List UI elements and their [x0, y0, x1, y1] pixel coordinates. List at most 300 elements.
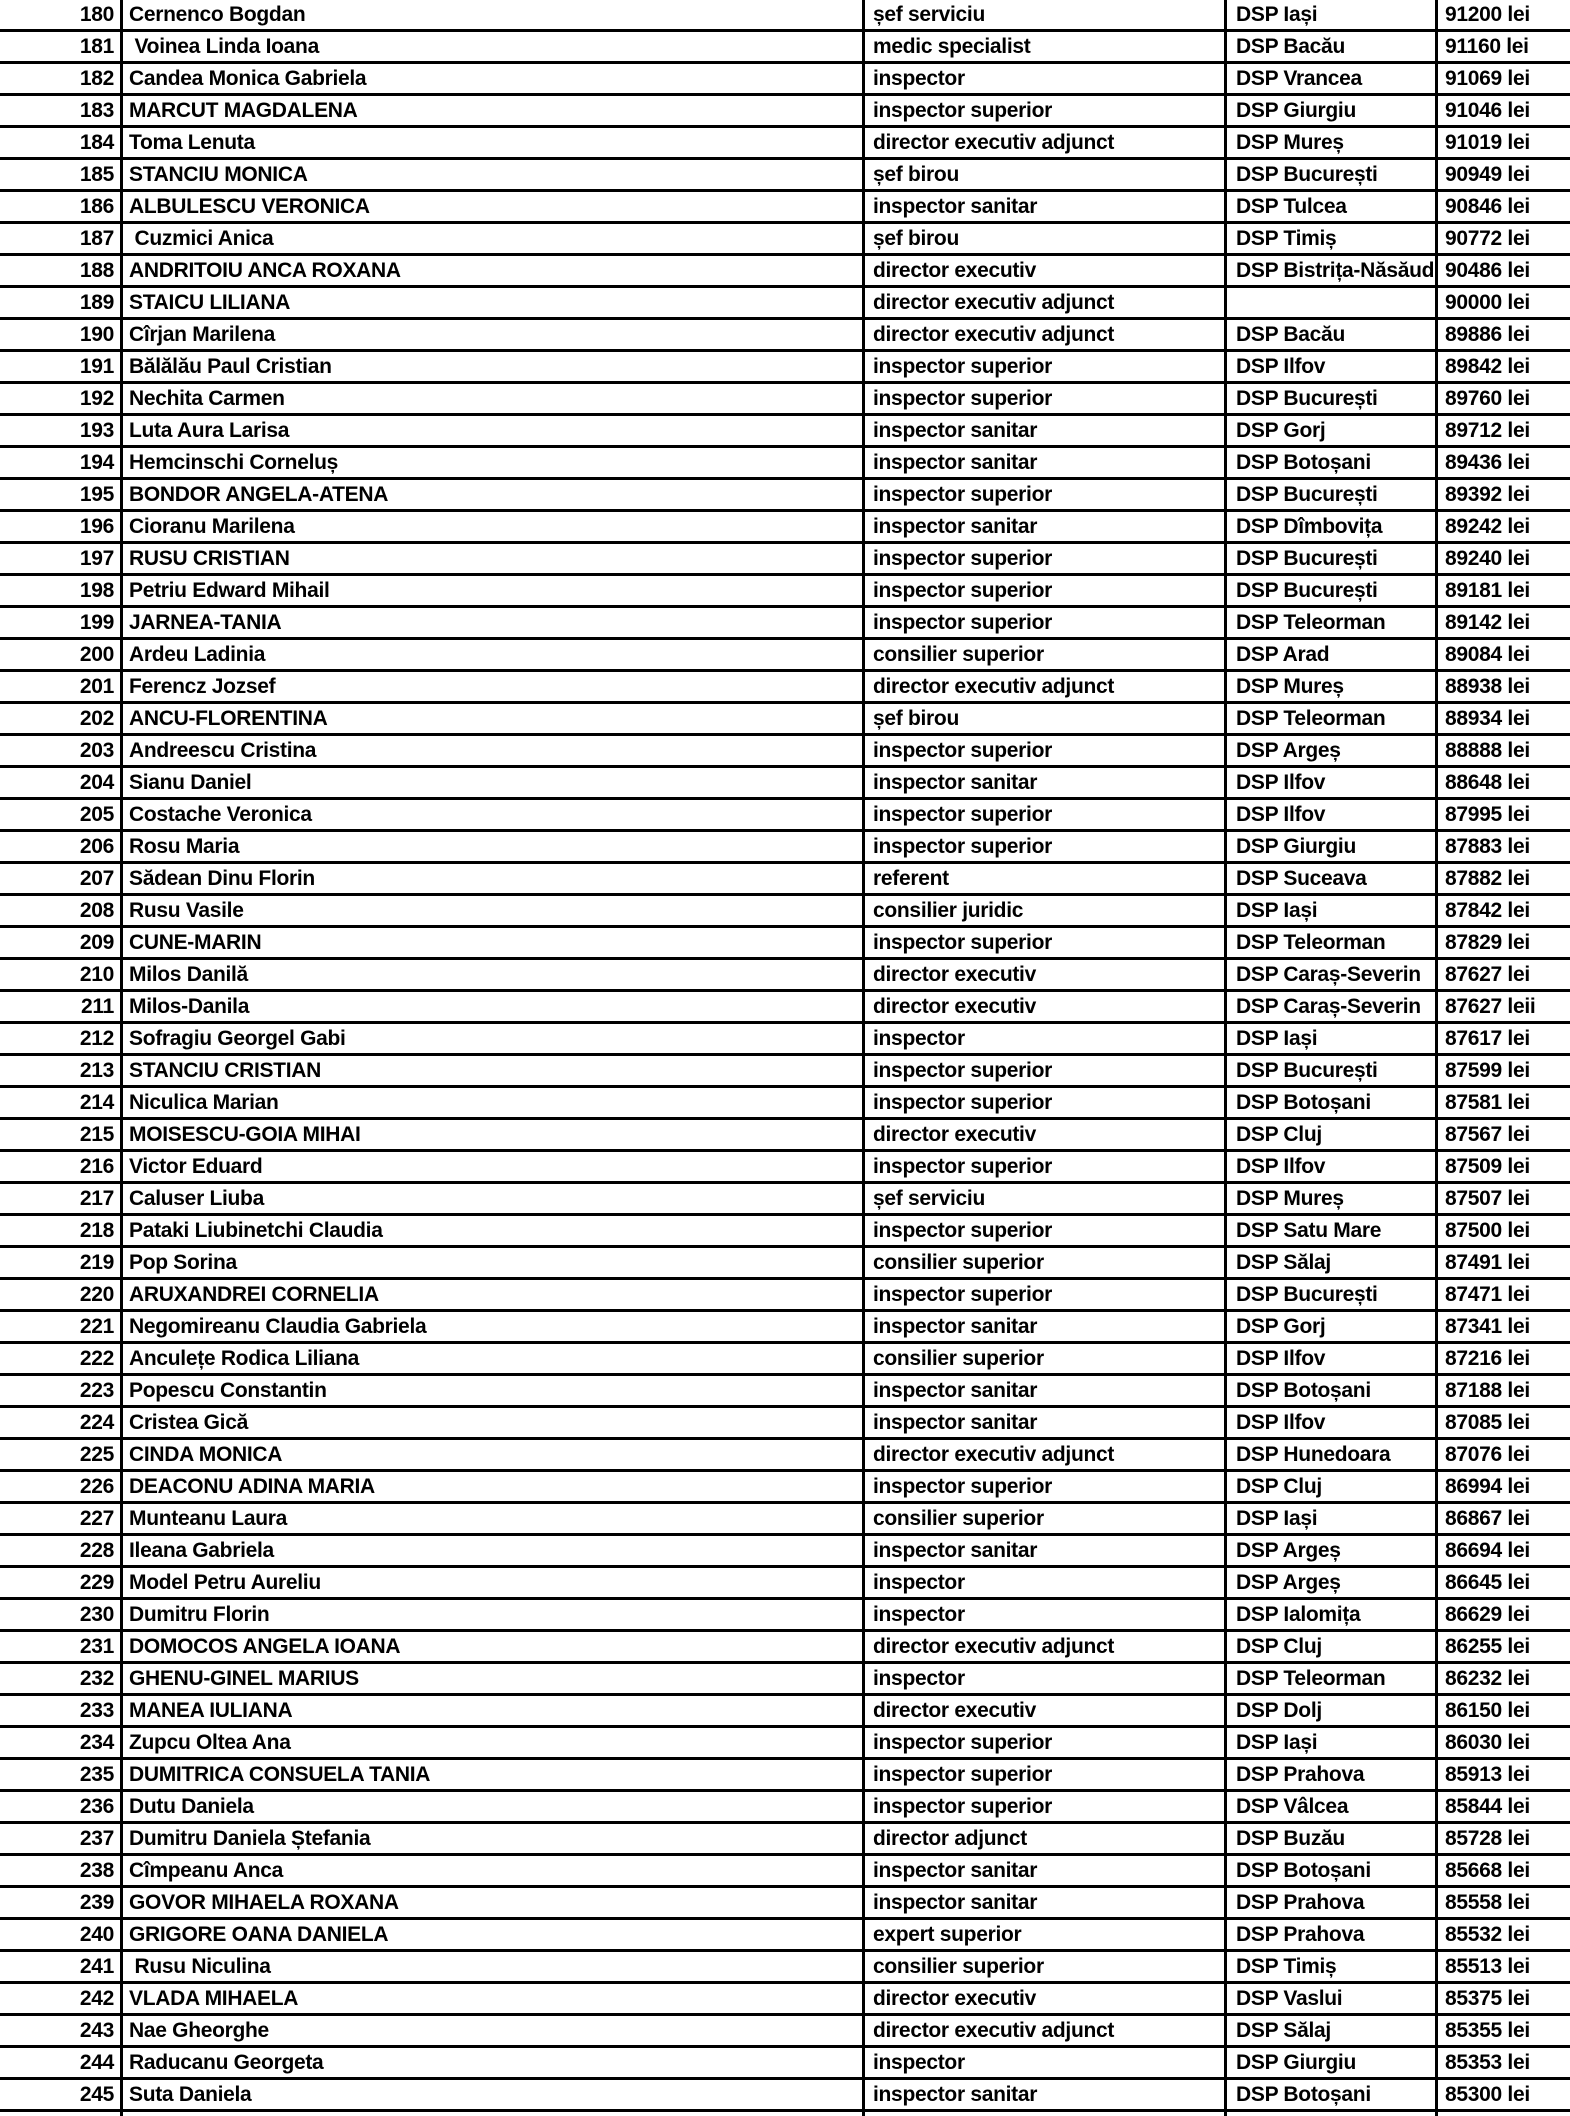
salary-cell: 86255 lei [1445, 1635, 1530, 1658]
row-number-cell: 195 [0, 480, 123, 509]
name-cell: Munteanu Laura [123, 1504, 865, 1533]
position-cell: inspector [865, 64, 1227, 93]
salary-cell: 89392 lei [1445, 483, 1530, 506]
salary-cell: 87842 lei [1445, 899, 1530, 922]
table-row [0, 1344, 1570, 1376]
dsp-cell [1227, 288, 1438, 317]
table-row [0, 1216, 1570, 1248]
salary-cell: 87507 lei [1445, 1187, 1530, 1210]
dsp-cell: DSP Giurgiu [1227, 2048, 1438, 2077]
row-number-cell [0, 2112, 123, 2116]
row-number-cell: 217 [0, 1184, 123, 1213]
salary-cell: 86232 lei [1445, 1667, 1530, 1690]
row-number-cell: 199 [0, 608, 123, 637]
salary-cell: 87188 lei [1445, 1379, 1530, 1402]
table-row [0, 64, 1570, 96]
position-cell: inspector sanitar [865, 1536, 1227, 1565]
row-number-cell: 212 [0, 1024, 123, 1053]
row-number-cell: 229 [0, 1568, 123, 1597]
name-cell: Sianu Daniel [123, 768, 865, 797]
table-row [0, 1408, 1570, 1440]
position-cell: inspector superior [865, 928, 1227, 957]
name-cell: Rosu Maria [123, 832, 865, 861]
row-number-cell: 202 [0, 704, 123, 733]
dsp-cell: DSP Iași [1227, 1728, 1438, 1757]
table-row [0, 1120, 1570, 1152]
salary-cell: 91069 lei [1445, 67, 1530, 90]
salary-cell: 85355 lei [1445, 2019, 1530, 2042]
row-number-cell: 225 [0, 1440, 123, 1469]
salary-cell: 87617 lei [1445, 1027, 1530, 1050]
dsp-cell: DSP București [1227, 384, 1438, 413]
row-number-cell: 238 [0, 1856, 123, 1885]
dsp-cell: DSP Cluj [1227, 1120, 1438, 1149]
table-row [0, 768, 1570, 800]
position-cell: inspector superior [865, 1792, 1227, 1821]
row-number-cell: 192 [0, 384, 123, 413]
table-row [0, 896, 1570, 928]
salary-cell: 85513 lei [1445, 1955, 1530, 1978]
row-number-cell: 228 [0, 1536, 123, 1565]
dsp-cell: DSP Teleorman [1227, 608, 1438, 637]
salary-cell: 85728 lei [1445, 1827, 1530, 1850]
table-row [0, 544, 1570, 576]
name-cell: STANCIU CRISTIAN [123, 1056, 865, 1085]
dsp-cell: DSP Suceava [1227, 864, 1438, 893]
position-cell: inspector sanitar [865, 2080, 1227, 2109]
position-cell: inspector sanitar [865, 1888, 1227, 1917]
table-row [0, 1152, 1570, 1184]
table-row [0, 448, 1570, 480]
row-number-cell: 244 [0, 2048, 123, 2077]
table-row [0, 864, 1570, 896]
salary-cell: 85913 lei [1445, 1763, 1530, 1786]
dsp-cell: DSP Caraș-Severin [1227, 992, 1438, 1021]
dsp-cell: DSP București [1227, 480, 1438, 509]
salary-cell: 90486 lei [1445, 259, 1530, 282]
dsp-cell: DSP București [1227, 544, 1438, 573]
dsp-cell: DSP Argeș [1227, 736, 1438, 765]
name-cell: Sădean Dinu Florin [123, 864, 865, 893]
row-number-cell: 201 [0, 672, 123, 701]
salary-cell: 87627 leii [1445, 995, 1536, 1018]
name-cell: Hemcinschi Corneluș [123, 448, 865, 477]
salary-cell: 87471 lei [1445, 1283, 1530, 1306]
table-row [0, 2080, 1570, 2112]
position-cell: inspector sanitar [865, 448, 1227, 477]
name-cell: Luta Aura Larisa [123, 416, 865, 445]
name-cell: MARCUT MAGDALENA [123, 96, 865, 125]
name-cell: GHENU-GINEL MARIUS [123, 1664, 865, 1693]
table-row [0, 992, 1570, 1024]
name-cell: Nae Gheorghe [123, 2016, 865, 2045]
position-cell: director executiv [865, 960, 1227, 989]
name-cell: Ileana Gabriela [123, 1536, 865, 1565]
dsp-cell [1227, 2112, 1438, 2116]
table-row [0, 576, 1570, 608]
salary-cell: 86694 lei [1445, 1539, 1530, 1562]
dsp-cell: DSP Bacău [1227, 320, 1438, 349]
salary-cell: 90000 lei [1445, 291, 1530, 314]
salary-cell: 87829 lei [1445, 931, 1530, 954]
salary-cell: 90949 lei [1445, 163, 1530, 186]
table-row [0, 1632, 1570, 1664]
dsp-cell: DSP Botoșani [1227, 1856, 1438, 1885]
dsp-cell: DSP Argeș [1227, 1536, 1438, 1565]
name-cell: MANEA IULIANA [123, 1696, 865, 1725]
row-number-cell: 233 [0, 1696, 123, 1725]
position-cell: director executiv [865, 1120, 1227, 1149]
table-row [0, 1056, 1570, 1088]
dsp-cell: DSP București [1227, 1056, 1438, 1085]
row-number-cell: 226 [0, 1472, 123, 1501]
name-cell: ALBULESCU VERONICA [123, 192, 865, 221]
position-cell: inspector superior [865, 1056, 1227, 1085]
name-cell: Candea Monica Gabriela [123, 64, 865, 93]
dsp-cell: DSP Buzău [1227, 1824, 1438, 1853]
salary-cell: 86867 lei [1445, 1507, 1530, 1530]
table-row [0, 960, 1570, 992]
position-cell: inspector superior [865, 1216, 1227, 1245]
table-row [0, 1600, 1570, 1632]
salary-cell: 86629 lei [1445, 1603, 1530, 1626]
name-cell: MOISESCU-GOIA MIHAI [123, 1120, 865, 1149]
position-cell: inspector superior [865, 544, 1227, 573]
dsp-cell: DSP Iași [1227, 896, 1438, 925]
dsp-cell: DSP Vaslui [1227, 1984, 1438, 2013]
table-row [0, 288, 1570, 320]
row-number-cell: 224 [0, 1408, 123, 1437]
row-number-cell: 222 [0, 1344, 123, 1373]
row-number-cell: 240 [0, 1920, 123, 1949]
name-cell: Cioranu Marilena [123, 512, 865, 541]
table-row [0, 384, 1570, 416]
table-row [0, 928, 1570, 960]
row-number-cell: 232 [0, 1664, 123, 1693]
row-number-cell: 191 [0, 352, 123, 381]
row-number-cell: 194 [0, 448, 123, 477]
salary-cell: 91200 lei [1445, 3, 1530, 26]
salary-cell: 87627 lei [1445, 963, 1530, 986]
row-number-cell: 219 [0, 1248, 123, 1277]
name-cell: Dumitru Florin [123, 1600, 865, 1629]
row-number-cell: 207 [0, 864, 123, 893]
salary-cell: 87341 lei [1445, 1315, 1530, 1338]
name-cell: Suta Daniela [123, 2080, 865, 2109]
salary-cell: 89886 lei [1445, 323, 1530, 346]
position-cell: inspector superior [865, 384, 1227, 413]
table-row [0, 1856, 1570, 1888]
salary-cell: 87995 lei [1445, 803, 1530, 826]
salary-cell: 89760 lei [1445, 387, 1530, 410]
salary-cell: 89181 lei [1445, 579, 1530, 602]
position-cell: inspector [865, 1600, 1227, 1629]
table-row [0, 1728, 1570, 1760]
row-number-cell: 227 [0, 1504, 123, 1533]
dsp-cell: DSP Ilfov [1227, 1344, 1438, 1373]
position-cell: șef serviciu [865, 1184, 1227, 1213]
row-number-cell: 185 [0, 160, 123, 189]
dsp-cell: DSP Caraș-Severin [1227, 960, 1438, 989]
position-cell: director executiv adjunct [865, 288, 1227, 317]
dsp-cell: DSP Cluj [1227, 1632, 1438, 1661]
dsp-cell: DSP Vâlcea [1227, 1792, 1438, 1821]
table-row [0, 1696, 1570, 1728]
row-number-cell: 223 [0, 1376, 123, 1405]
name-cell [123, 2112, 865, 2116]
table-row [0, 1472, 1570, 1504]
row-number-cell: 182 [0, 64, 123, 93]
position-cell: inspector superior [865, 96, 1227, 125]
table-row [0, 2048, 1570, 2080]
position-cell: inspector superior [865, 1152, 1227, 1181]
salary-cell: 86994 lei [1445, 1475, 1530, 1498]
table-row [0, 192, 1570, 224]
position-cell: inspector [865, 2048, 1227, 2077]
table-row [0, 1504, 1570, 1536]
salary-cell: 87491 lei [1445, 1251, 1530, 1274]
position-cell: inspector superior [865, 1728, 1227, 1757]
row-number-cell: 237 [0, 1824, 123, 1853]
row-number-cell: 200 [0, 640, 123, 669]
table-row [0, 1440, 1570, 1472]
dsp-cell: DSP Arad [1227, 640, 1438, 669]
salary-cell: 86150 lei [1445, 1699, 1530, 1722]
row-number-cell: 231 [0, 1632, 123, 1661]
dsp-cell: DSP București [1227, 1280, 1438, 1309]
row-number-cell: 214 [0, 1088, 123, 1117]
name-cell: Pop Sorina [123, 1248, 865, 1277]
dsp-cell: DSP București [1227, 576, 1438, 605]
name-cell: GOVOR MIHAELA ROXANA [123, 1888, 865, 1917]
salary-cell: 86030 lei [1445, 1731, 1530, 1754]
table-row [0, 416, 1570, 448]
table-row [0, 1760, 1570, 1792]
position-cell: șef birou [865, 704, 1227, 733]
salary-cell: 87085 lei [1445, 1411, 1530, 1434]
position-cell: director executiv adjunct [865, 128, 1227, 157]
name-cell: Dutu Daniela [123, 1792, 865, 1821]
salary-cell: 87216 lei [1445, 1347, 1530, 1370]
position-cell: inspector sanitar [865, 192, 1227, 221]
name-cell: Rusu Vasile [123, 896, 865, 925]
salary-cell: 90772 lei [1445, 227, 1530, 250]
row-number-cell: 221 [0, 1312, 123, 1341]
dsp-cell: DSP Giurgiu [1227, 96, 1438, 125]
dsp-cell: DSP Gorj [1227, 1312, 1438, 1341]
dsp-cell: DSP Teleorman [1227, 1664, 1438, 1693]
salary-cell [1438, 2112, 1570, 2116]
name-cell: Zupcu Oltea Ana [123, 1728, 865, 1757]
position-cell: consilier juridic [865, 896, 1227, 925]
position-cell: inspector superior [865, 1280, 1227, 1309]
name-cell: GRIGORE OANA DANIELA [123, 1920, 865, 1949]
dsp-cell: DSP Botoșani [1227, 1376, 1438, 1405]
row-number-cell: 180 [0, 0, 123, 29]
position-cell: director executiv adjunct [865, 672, 1227, 701]
salary-cell: 90846 lei [1445, 195, 1530, 218]
table-row [0, 1184, 1570, 1216]
row-number-cell: 205 [0, 800, 123, 829]
name-cell: DEACONU ADINA MARIA [123, 1472, 865, 1501]
name-cell: Niculica Marian [123, 1088, 865, 1117]
name-cell: Bălălău Paul Cristian [123, 352, 865, 381]
table-row [0, 608, 1570, 640]
table-row [0, 1824, 1570, 1856]
name-cell: Victor Eduard [123, 1152, 865, 1181]
position-cell [865, 2112, 1227, 2116]
row-number-cell: 242 [0, 1984, 123, 2013]
row-number-cell: 203 [0, 736, 123, 765]
position-cell: inspector superior [865, 736, 1227, 765]
name-cell: Caluser Liuba [123, 1184, 865, 1213]
name-cell: STANCIU MONICA [123, 160, 865, 189]
row-number-cell: 187 [0, 224, 123, 253]
row-number-cell: 181 [0, 32, 123, 61]
dsp-cell: DSP Argeș [1227, 1568, 1438, 1597]
table-row [0, 128, 1570, 160]
name-cell: VLADA MIHAELA [123, 1984, 865, 2013]
name-cell: Cuzmici Anica [123, 224, 865, 253]
dsp-cell: DSP Teleorman [1227, 704, 1438, 733]
table-row [0, 96, 1570, 128]
dsp-cell: DSP Sălaj [1227, 2016, 1438, 2045]
salary-cell: 89712 lei [1445, 419, 1530, 442]
dsp-cell: DSP Bacău [1227, 32, 1438, 61]
name-cell: Dumitru Daniela Ștefania [123, 1824, 865, 1853]
table-row [0, 1984, 1570, 2016]
dsp-cell: DSP Botoșani [1227, 2080, 1438, 2109]
salary-cell: 85532 lei [1445, 1923, 1530, 1946]
row-number-cell: 235 [0, 1760, 123, 1789]
position-cell: șef birou [865, 160, 1227, 189]
position-cell: director executiv [865, 1984, 1227, 2013]
salary-cell: 91160 lei [1445, 35, 1529, 58]
name-cell: Sofragiu Georgel Gabi [123, 1024, 865, 1053]
position-cell: inspector superior [865, 1472, 1227, 1501]
position-cell: inspector superior [865, 480, 1227, 509]
table-row [0, 1888, 1570, 1920]
row-number-cell: 190 [0, 320, 123, 349]
row-number-cell: 220 [0, 1280, 123, 1309]
salary-cell: 85300 lei [1445, 2083, 1530, 2106]
position-cell: director executiv [865, 256, 1227, 285]
name-cell: Voinea Linda Ioana [123, 32, 865, 61]
table-row [0, 704, 1570, 736]
name-cell: JARNEA-TANIA [123, 608, 865, 637]
row-number-cell: 184 [0, 128, 123, 157]
name-cell: Raducanu Georgeta [123, 2048, 865, 2077]
dsp-cell: DSP Teleorman [1227, 928, 1438, 957]
dsp-cell: DSP Iași [1227, 1024, 1438, 1053]
table-row [0, 32, 1570, 64]
name-cell: Cîrjan Marilena [123, 320, 865, 349]
dsp-cell: DSP Mureș [1227, 1184, 1438, 1213]
position-cell: inspector superior [865, 800, 1227, 829]
name-cell: Petriu Edward Mihail [123, 576, 865, 605]
salary-cell: 91019 lei [1445, 131, 1530, 154]
position-cell: inspector sanitar [865, 1856, 1227, 1885]
name-cell: STAICU LILIANA [123, 288, 865, 317]
dsp-cell: DSP Iași [1227, 1504, 1438, 1533]
name-cell: Negomireanu Claudia Gabriela [123, 1312, 865, 1341]
dsp-cell: DSP Hunedoara [1227, 1440, 1438, 1469]
table-row [0, 512, 1570, 544]
row-number-cell: 206 [0, 832, 123, 861]
name-cell: DUMITRICA CONSUELA TANIA [123, 1760, 865, 1789]
row-number-cell: 234 [0, 1728, 123, 1757]
salary-cell: 87599 lei [1445, 1059, 1530, 1082]
table-row [0, 1568, 1570, 1600]
row-number-cell: 198 [0, 576, 123, 605]
name-cell: Rusu Niculina [123, 1952, 865, 1981]
position-cell: inspector superior [865, 1088, 1227, 1117]
dsp-cell: DSP Ilfov [1227, 352, 1438, 381]
table-row [0, 1664, 1570, 1696]
salary-cell: 87883 lei [1445, 835, 1530, 858]
position-cell: director executiv adjunct [865, 1632, 1227, 1661]
table-row [0, 160, 1570, 192]
position-cell: director executiv adjunct [865, 320, 1227, 349]
dsp-cell: DSP Ilfov [1227, 768, 1438, 797]
position-cell: director adjunct [865, 1824, 1227, 1853]
dsp-cell: DSP Gorj [1227, 416, 1438, 445]
salary-cell: 89084 lei [1445, 643, 1530, 666]
name-cell: Cristea Gică [123, 1408, 865, 1437]
row-number-cell: 213 [0, 1056, 123, 1085]
row-number-cell: 208 [0, 896, 123, 925]
position-cell: director executiv [865, 1696, 1227, 1725]
table-row [0, 0, 1570, 32]
position-cell: șef birou [865, 224, 1227, 253]
table-row [0, 832, 1570, 864]
table-row [0, 352, 1570, 384]
position-cell: medic specialist [865, 32, 1227, 61]
dsp-cell: DSP Botoșani [1227, 448, 1438, 477]
name-cell: Popescu Constantin [123, 1376, 865, 1405]
row-number-cell: 189 [0, 288, 123, 317]
name-cell: Ferencz Jozsef [123, 672, 865, 701]
name-cell: ANCU-FLORENTINA [123, 704, 865, 733]
salary-cell: 89240 lei [1445, 547, 1530, 570]
table-row [0, 800, 1570, 832]
row-number-cell: 204 [0, 768, 123, 797]
table-row [0, 736, 1570, 768]
position-cell: director executiv adjunct [865, 1440, 1227, 1469]
dsp-cell: DSP Mureș [1227, 128, 1438, 157]
row-number-cell: 196 [0, 512, 123, 541]
name-cell: Pataki Liubinetchi Claudia [123, 1216, 865, 1245]
position-cell: inspector superior [865, 1760, 1227, 1789]
row-number-cell: 183 [0, 96, 123, 125]
position-cell: inspector superior [865, 352, 1227, 381]
dsp-cell: DSP Ialomița [1227, 1600, 1438, 1629]
dsp-cell: DSP Vrancea [1227, 64, 1438, 93]
position-cell: inspector superior [865, 608, 1227, 637]
row-number-cell: 211 [0, 992, 123, 1021]
salary-cell: 89436 lei [1445, 451, 1530, 474]
dsp-cell: DSP Ilfov [1227, 1152, 1438, 1181]
position-cell: inspector [865, 1664, 1227, 1693]
salary-cell: 85668 lei [1445, 1859, 1530, 1882]
dsp-cell: DSP București [1227, 160, 1438, 189]
table-row [0, 1376, 1570, 1408]
salary-cell: 87500 lei [1445, 1219, 1530, 1242]
table-row [0, 1248, 1570, 1280]
table-row [0, 256, 1570, 288]
row-number-cell: 215 [0, 1120, 123, 1149]
row-number-cell: 188 [0, 256, 123, 285]
